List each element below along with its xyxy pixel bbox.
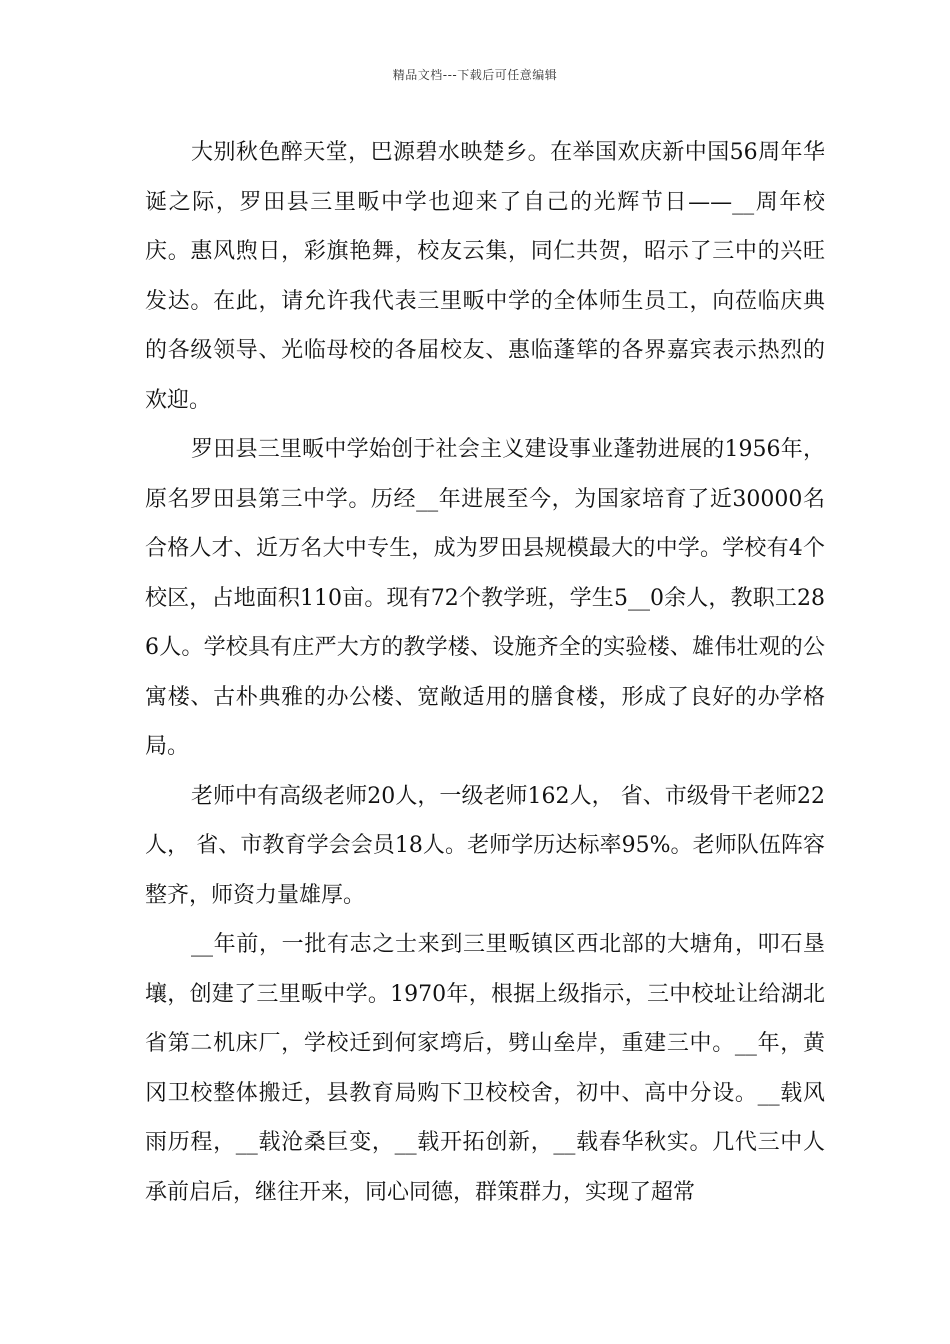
document-body (145, 128, 825, 1217)
paragraph-founding: __年前，一批有志之士来到三里畈镇区西北部的大塘角，叩石垦壤，创建了三里畈中学。1970年，根据上级指示，三中校址让给湖北省第二机床厂，学校迁到何家塆后，劈山垒岸，重建三中。__年，黄冈卫校整体搬迁，县教育局购下卫校校舍，初中、高中分设。__载风雨历程，__载沧桑巨变，__载开拓创新，__载春华秋实。几代三中人承前启后，继往开来，同心同德，群策群力，实现了超常 (145, 932, 825, 1205)
paragraph-welcome: 大别秋色醉天堂，巴源碧水映楚乡。在举国欢庆新中国56周年华诞之际，罗田县三里畈中学也迎来了自己的光辉节日——__周年校庆。惠风煦日，彩旗艳舞，校友云集，同仁共贺，昭示了三中的兴旺发达。在此，请允许我代表三里畈中学的全体师生员工，向莅临庆典的各级领导、光临母校的各届校友、惠临蓬筚的各界嘉宾表示热烈的欢迎。 (145, 140, 825, 413)
paragraph-teachers: 老师中有高级老师20人，一级老师162人， 省、市级骨干老师22人， 省、市教育学会会员18人。老师学历达标率95%。老师队伍阵容整齐，师资力量雄厚。 (145, 783, 825, 908)
paragraph-history: 罗田县三里畈中学始创于社会主义建设事业蓬勃进展的1956年，原名罗田县第三中学。历经__年进展至今，为国家培育了近30000名合格人才、近万名大中专生，成为罗田县规模最大的中学。学校有4个校区，占地面积110亩。现有72个教学班，学生5__0余人，教职工286人。学校具有庄严大方的教学楼、设施齐全的实验楼、雄伟壮观的公寓楼、古朴典雅的办公楼、宽敞适用的膳食楼，形成了良好的办学格局。 (145, 437, 825, 759)
page-header: 精品文档---下载后可任意编辑 (392, 68, 558, 82)
